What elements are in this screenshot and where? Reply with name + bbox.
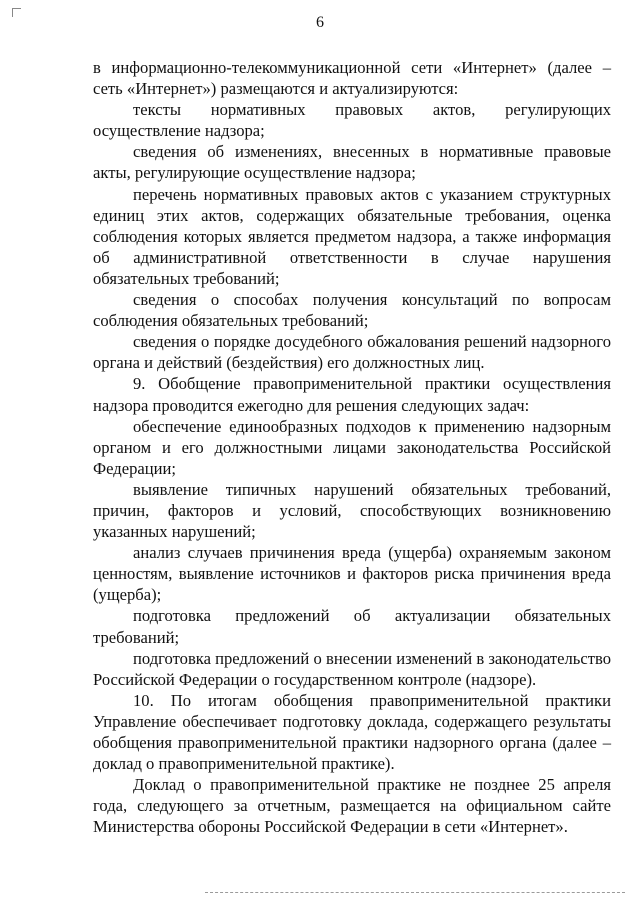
paragraph-item: выявление типичных нарушений обязательных требований, причин, факторов и условий, способствующих возникновению указанных нарушений; — [93, 479, 611, 542]
paragraph-item: перечень нормативных правовых актов с указанием структурных единиц этих актов, содержащих обязательные требования, оценка соблюдения которых является предметом надзора, а также информация об административной ответственности в случае нарушения обязательных требований; — [93, 184, 611, 288]
paragraph-item: сведения о способах получения консультаций по вопросам соблюдения обязательных требований; — [93, 290, 611, 331]
page-number: 6 — [316, 14, 324, 31]
paragraph-section-10: 10. По итогам обобщения правоприменительной практики Управление обеспечивает подготовку доклада, содержащего результаты обобщения правоприменительной практики надзорного органа (далее – доклад о правоприменительной практике). — [93, 690, 611, 774]
paragraph-item: сведения об изменениях, внесенных в нормативные правовые акты, регулирующие осуществление надзора; — [93, 142, 611, 183]
paragraph-item: подготовка предложений об актуализации обязательных требований; — [93, 606, 611, 647]
scan-bottom-edge — [205, 892, 625, 893]
document-body — [93, 57, 611, 837]
paragraph-item: обеспечение единообразных подходов к применению надзорным органом и его должностными лицами законодательства Российской Федерации; — [93, 416, 611, 478]
paragraph-item: тексты нормативных правовых актов, регулирующих осуществление надзора; — [93, 100, 611, 141]
paragraph-item: подготовка предложений о внесении изменений в законодательство Российской Федерации о государственном контроле (надзоре). — [93, 648, 611, 689]
paragraph-item: анализ случаев причинения вреда (ущерба) охраняемым законом ценностям, выявление источников и факторов риска причинения вреда (ущерба); — [93, 543, 611, 605]
paragraph-final: Доклад о правоприменительной практике не позднее 25 апреля года, следующего за отчетным, размещается на официальном сайте Министерства обороны Российской Федерации в сети «Интернет». — [93, 775, 611, 837]
paragraph-item: сведения о порядке досудебного обжалования решений надзорного органа и действий (бездействия) его должностных лиц. — [93, 332, 611, 373]
paragraph-section-9: 9. Обобщение правоприменительной практики осуществления надзора проводится ежегодно для решения следующих задач: — [93, 374, 611, 415]
paragraph-intro: в информационно-телекоммуникационной сети «Интернет» (далее – сеть «Интернет») размещаются и актуализируются: — [93, 58, 611, 99]
